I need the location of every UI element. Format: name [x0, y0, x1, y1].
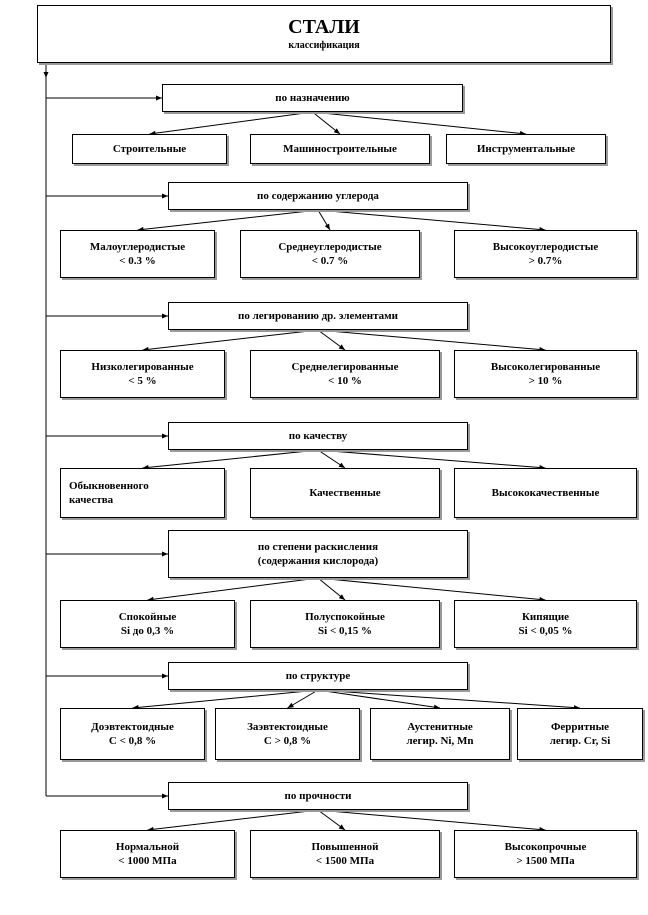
category-purpose-box — [162, 84, 463, 112]
category-carbon-item-1-connector — [138, 210, 319, 230]
category-alloying-item-2 — [250, 350, 440, 398]
category-quality-item-1-line-1: Обыкновенного — [69, 480, 149, 492]
category-carbon-item-3-connector — [318, 210, 546, 230]
category-deoxidation-item-3-connector — [318, 578, 546, 600]
root-box — [37, 5, 611, 63]
category-carbon-item-2-line-1: Среднеуглеродистые — [278, 241, 382, 253]
category-strength-item-1-line-2: < 1000 МПа — [118, 855, 177, 867]
category-deoxidation-item-3-line-1: Кипящие — [521, 611, 570, 623]
category-structure-item-1-line-2: C < 0,8 % — [108, 735, 157, 747]
category-carbon-item-1 — [60, 230, 215, 278]
category-structure-item-4 — [517, 708, 643, 760]
category-structure-box-line-1: по структуре — [285, 670, 351, 682]
category-strength-item-3-line-1: Высокопрочные — [504, 841, 587, 853]
category-strength-item-1-line-1: Нормальной — [115, 841, 180, 853]
category-carbon-item-3-line-1: Высокоуглеродистые — [492, 241, 599, 253]
category-carbon-item-3 — [454, 230, 637, 278]
category-quality-box — [168, 422, 468, 450]
category-carbon-box-line-1: по содержанию углерода — [257, 190, 379, 202]
category-strength-item-1 — [60, 830, 235, 878]
category-alloying-item-3-connector — [318, 330, 546, 350]
category-purpose-item-3 — [446, 134, 606, 164]
category-structure-item-1-line-1: Доэвтектоидные — [91, 721, 174, 733]
category-purpose-item-2-line-1: Машиностроительные — [283, 143, 397, 155]
category-alloying-item-1-connector — [143, 330, 319, 350]
category-deoxidation-item-1-line-2: Si до 0,3 % — [120, 625, 175, 637]
category-structure-item-2-line-2: C > 0,8 % — [263, 735, 312, 747]
category-quality-item-1-line-2: качества — [69, 494, 114, 506]
category-deoxidation-item-3-line-2: Si < 0,05 % — [518, 625, 573, 637]
category-purpose-item-3-line-1: Инструментальные — [476, 143, 576, 155]
category-carbon-item-2 — [240, 230, 420, 278]
category-alloying-item-3-line-1: Высоколегированные — [490, 361, 601, 373]
category-quality-item-3 — [454, 468, 637, 518]
category-deoxidation-item-2 — [250, 600, 440, 648]
category-alloying-box-line-1: по легированию др. элементами — [238, 310, 398, 322]
category-alloying-item-2-line-2: < 10 % — [328, 375, 362, 387]
category-deoxidation-box-line-2: (содержания кислорода) — [257, 555, 379, 567]
trunk-arrowhead — [44, 72, 49, 78]
category-alloying-item-3-line-2: > 10 % — [528, 375, 563, 387]
category-quality-box-line-1: по качеству — [288, 430, 348, 442]
category-structure-item-4-connector — [318, 690, 580, 708]
category-quality-item-1-connector — [143, 450, 319, 468]
category-quality-item-2-line-1: Качественные — [309, 487, 381, 499]
category-deoxidation-box-line-1: по степени раскисления — [257, 541, 379, 553]
category-alloying-item-3 — [454, 350, 637, 398]
category-quality-item-1 — [60, 468, 225, 518]
category-carbon-box — [168, 182, 468, 210]
category-alloying-item-1-line-1: Низколегированные — [91, 361, 194, 373]
category-strength-item-2 — [250, 830, 440, 878]
category-quality-item-3-connector — [318, 450, 546, 468]
category-alloying-item-1-line-2: < 5 % — [128, 375, 157, 387]
category-deoxidation-item-2-line-2: Si < 0,15 % — [318, 625, 372, 637]
category-structure-item-2-line-1: Заэвтектоидные — [247, 721, 328, 733]
category-structure-item-3-connector — [318, 690, 440, 708]
category-purpose-item-1-connector — [150, 112, 313, 134]
category-structure-item-3-line-2: легир. Ni, Mn — [406, 735, 474, 747]
category-structure-item-2 — [215, 708, 360, 760]
category-deoxidation-box — [168, 530, 468, 578]
category-carbon-item-1-line-1: Малоуглеродистые — [89, 241, 186, 253]
root-title: СТАЛИ — [288, 16, 360, 38]
category-quality-item-2 — [250, 468, 440, 518]
category-strength-item-3-line-2: > 1500 МПа — [516, 855, 575, 867]
category-purpose-item-2 — [250, 134, 430, 164]
category-alloying-item-1 — [60, 350, 225, 398]
category-strength-item-1-connector — [148, 810, 319, 830]
category-purpose-item-1 — [72, 134, 227, 164]
category-purpose-item-1-line-1: Строительные — [112, 143, 187, 155]
category-structure-item-3-line-1: Аустенитные — [407, 721, 473, 733]
category-deoxidation-item-1-line-1: Спокойные — [118, 611, 177, 623]
category-quality-item-3-line-1: Высококачественные — [491, 487, 600, 499]
category-alloying-item-2-line-1: Среднелегированные — [291, 361, 399, 373]
root-subtitle: классификация — [288, 40, 360, 51]
category-carbon-item-1-line-2: < 0.3 % — [119, 255, 156, 267]
category-structure-item-1 — [60, 708, 205, 760]
category-deoxidation-item-1 — [60, 600, 235, 648]
category-structure-item-4-line-2: легир. Cr, Si — [549, 735, 611, 747]
category-structure-item-4-line-1: Ферритные — [550, 721, 610, 733]
category-deoxidation-item-1-connector — [148, 578, 319, 600]
category-purpose-box-line-1: по назначению — [275, 92, 350, 104]
category-deoxidation-item-2-line-1: Полуспокойные — [305, 611, 385, 623]
category-carbon-item-2-line-2: < 0.7 % — [311, 255, 349, 267]
category-alloying-box — [168, 302, 468, 330]
category-strength-item-3-connector — [318, 810, 546, 830]
category-structure-item-3 — [370, 708, 510, 760]
category-structure-box — [168, 662, 468, 690]
category-strength-item-2-line-2: < 1500 МПа — [315, 855, 375, 867]
category-purpose-item-3-connector — [313, 112, 527, 134]
category-deoxidation-item-3 — [454, 600, 637, 648]
category-carbon-item-3-line-2: > 0.7% — [528, 255, 563, 267]
category-strength-box-line-1: по прочности — [284, 790, 352, 802]
category-strength-item-3 — [454, 830, 637, 878]
category-strength-item-2-line-1: Повышенной — [311, 841, 379, 853]
category-strength-box — [168, 782, 468, 810]
